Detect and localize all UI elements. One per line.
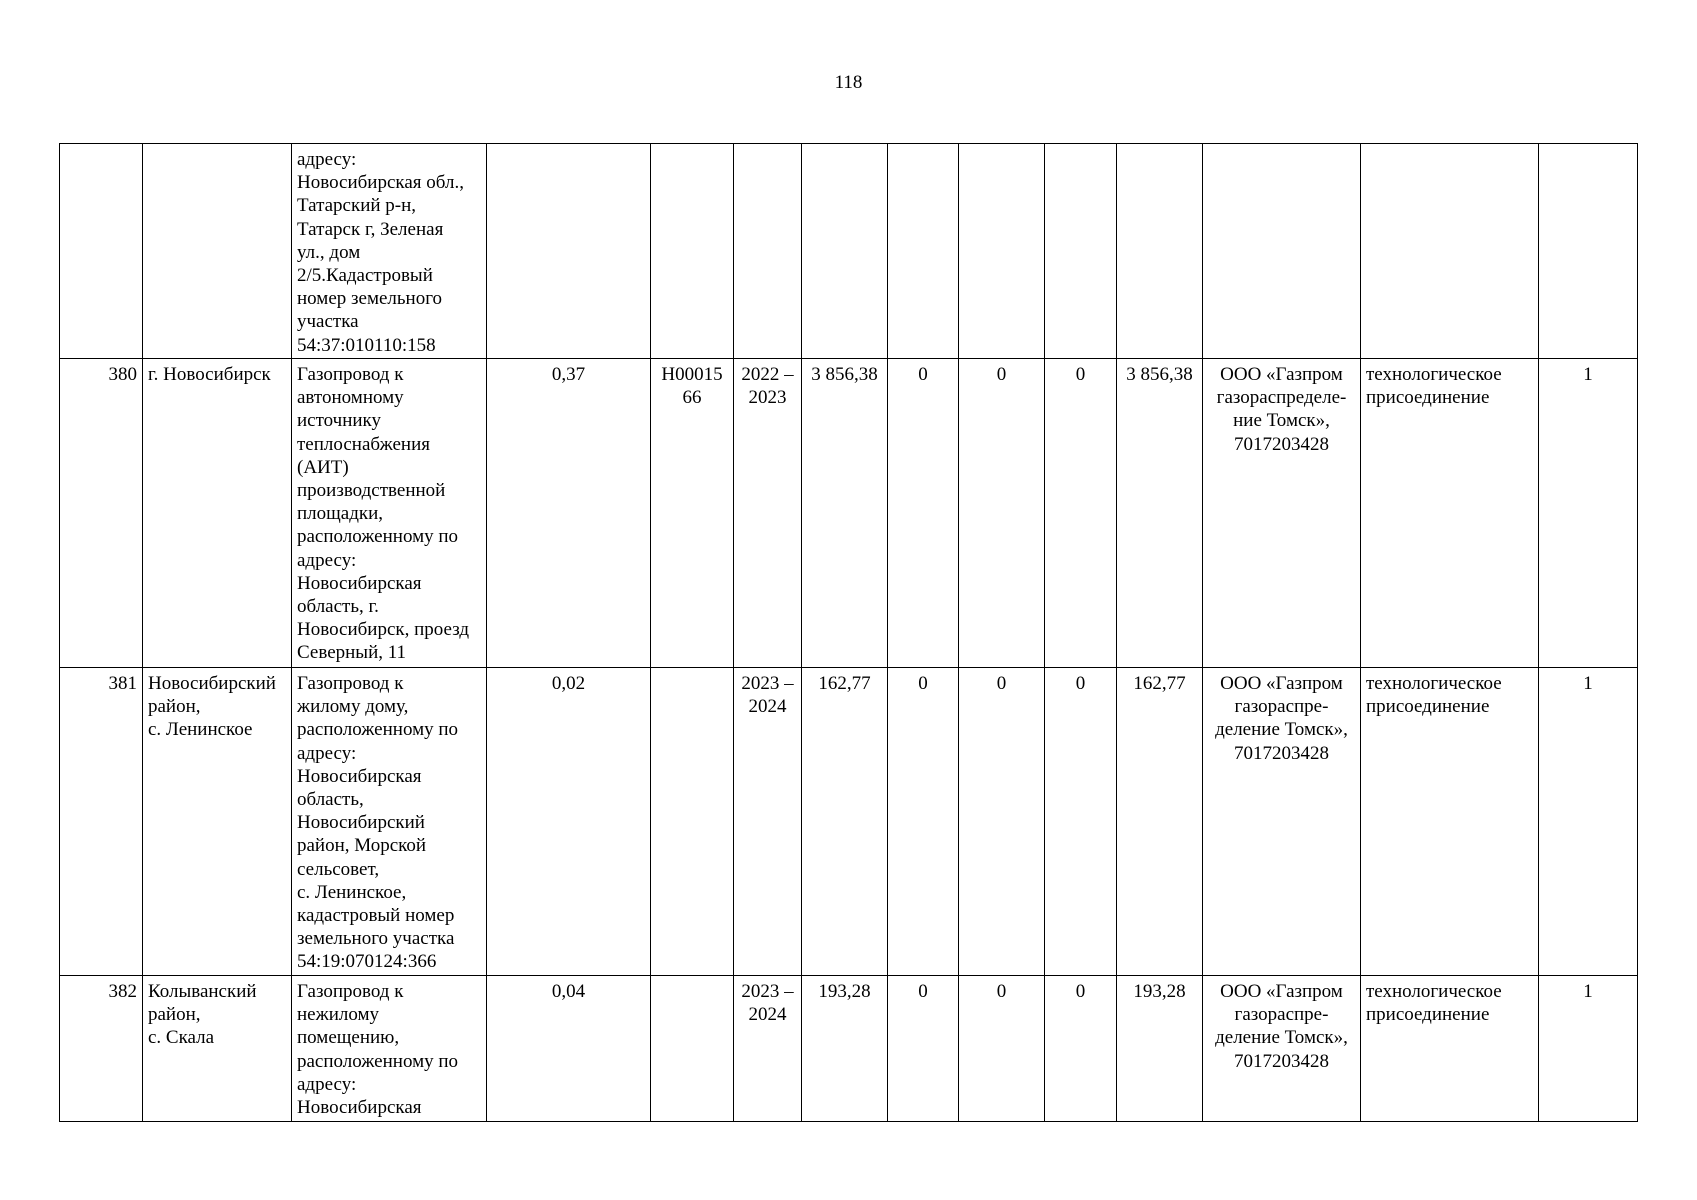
cell-purpose: технологическое присоединение [1361, 668, 1539, 976]
cell-v2: 0 [959, 976, 1045, 1122]
cell-total: 193,28 [802, 976, 888, 1122]
cell-v2 [959, 144, 1045, 359]
investment-table [59, 143, 1638, 1122]
cell-v1: 0 [888, 359, 959, 668]
cell-period: 2022 – 2023 [734, 359, 802, 668]
cell-v2: 0 [959, 359, 1045, 668]
cell-description: Газопровод к нежилому помещению, расположенному по адресу: Новосибирская [292, 976, 487, 1122]
cell-period: 2023 – 2024 [734, 976, 802, 1122]
cell-num: 380 [60, 359, 143, 668]
cell-location: Новосибирский район, с. Ленинское [143, 668, 292, 976]
cell-length: 0,37 [487, 359, 651, 668]
cell-description: адресу: Новосибирская обл., Татарский р-н, Татарск г, Зеленая ул., дом 2/5.Кадастровый номер земельного участка 54:37:010110:158 [292, 144, 487, 359]
cell-count [1539, 144, 1638, 359]
cell-location [143, 144, 292, 359]
cell-count: 1 [1539, 976, 1638, 1122]
cell-total: 3 856,38 [802, 359, 888, 668]
cell-v1: 0 [888, 976, 959, 1122]
cell-location: г. Новосибирск [143, 359, 292, 668]
cell-v4: 162,77 [1117, 668, 1203, 976]
cell-count: 1 [1539, 359, 1638, 668]
cell-code [651, 144, 734, 359]
cell-purpose: технологическое присоединение [1361, 359, 1539, 668]
cell-count: 1 [1539, 668, 1638, 976]
cell-code [651, 976, 734, 1122]
table-row [60, 668, 1638, 976]
cell-code: Н00015 66 [651, 359, 734, 668]
cell-v1 [888, 144, 959, 359]
cell-period: 2023 – 2024 [734, 668, 802, 976]
cell-v4 [1117, 144, 1203, 359]
cell-org: ООО «Газпром газораспре- деление Томск», 7017203428 [1203, 668, 1361, 976]
cell-period [734, 144, 802, 359]
cell-purpose [1361, 144, 1539, 359]
cell-length: 0,04 [487, 976, 651, 1122]
table-row [60, 144, 1638, 359]
cell-v4: 3 856,38 [1117, 359, 1203, 668]
cell-total [802, 144, 888, 359]
cell-length: 0,02 [487, 668, 651, 976]
cell-location: Колыванский район, с. Скала [143, 976, 292, 1122]
cell-num: 382 [60, 976, 143, 1122]
cell-v3: 0 [1045, 976, 1117, 1122]
cell-v1: 0 [888, 668, 959, 976]
cell-description: Газопровод к жилому дому, расположенному по адресу: Новосибирская область, Новосибирский район, Морской сельсовет, с. Ленинское, кадастровый номер земельного участка 54:19:070124:366 [292, 668, 487, 976]
cell-num: 381 [60, 668, 143, 976]
cell-org: ООО «Газпром газораспре- деление Томск», 7017203428 [1203, 976, 1361, 1122]
cell-org: ООО «Газпром газораспределе- ние Томск», 7017203428 [1203, 359, 1361, 668]
cell-num [60, 144, 143, 359]
cell-v4: 193,28 [1117, 976, 1203, 1122]
cell-v2: 0 [959, 668, 1045, 976]
table-row [60, 359, 1638, 668]
cell-v3: 0 [1045, 668, 1117, 976]
cell-v3: 0 [1045, 359, 1117, 668]
cell-v3 [1045, 144, 1117, 359]
cell-description: Газопровод к автономному источнику теплоснабжения (АИТ) производственной площадки, расположенному по адресу: Новосибирская область, г. Новосибирск, проезд Северный, 11 [292, 359, 487, 668]
table-row [60, 976, 1638, 1122]
cell-org [1203, 144, 1361, 359]
cell-length [487, 144, 651, 359]
cell-purpose: технологическое присоединение [1361, 976, 1539, 1122]
cell-code [651, 668, 734, 976]
page-number: 118 [834, 72, 863, 93]
cell-total: 162,77 [802, 668, 888, 976]
